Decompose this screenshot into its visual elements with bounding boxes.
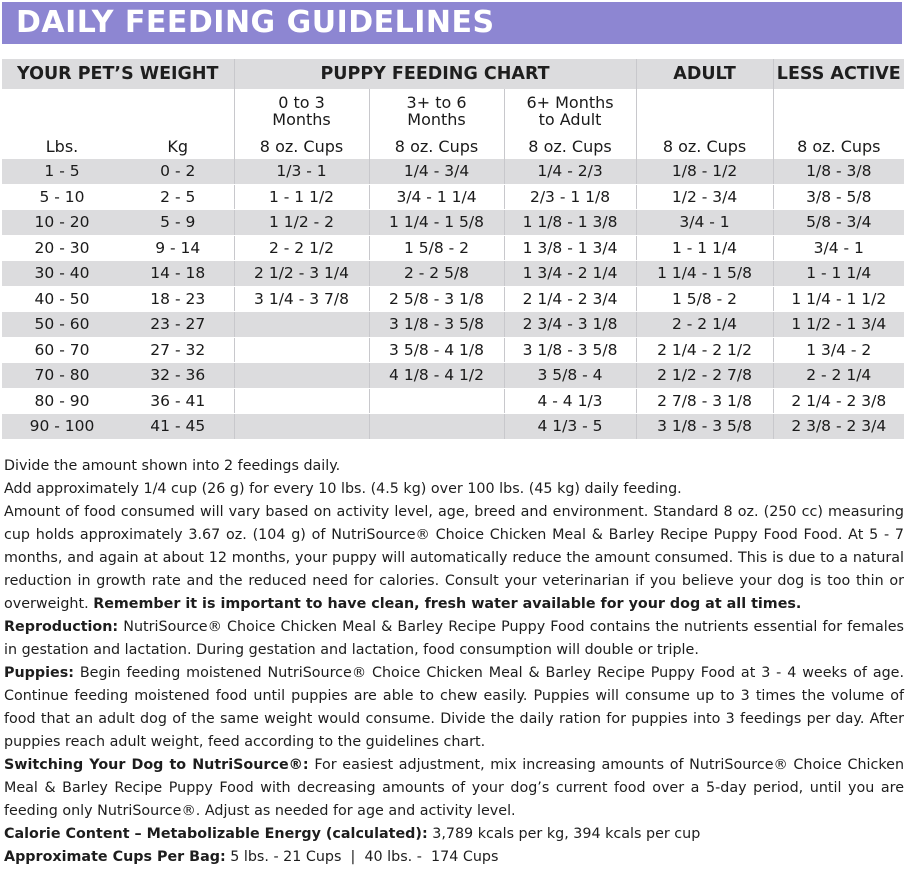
unit-cups: 8 oz. Cups bbox=[369, 133, 504, 159]
calorie-label: Calorie Content – Metabolizable Energy (calculated): bbox=[4, 826, 428, 842]
table-row bbox=[2, 312, 904, 338]
age-header-less-active-blank bbox=[773, 89, 904, 133]
table-cell: 14 - 18 bbox=[122, 261, 234, 287]
table-cell: 3 1/8 - 3 5/8 bbox=[636, 414, 773, 440]
table-cell: 40 - 50 bbox=[2, 286, 122, 312]
table-cell: 41 - 45 bbox=[122, 414, 234, 440]
table-cell: 2 1/4 - 2 3/8 bbox=[773, 388, 904, 414]
table-cell: 1 5/8 - 2 bbox=[369, 235, 504, 261]
note-switching bbox=[4, 754, 904, 823]
table-cell: 2 1/4 - 2 1/2 bbox=[636, 337, 773, 363]
note-reproduction bbox=[4, 616, 904, 662]
table-cell: 2 - 2 1/4 bbox=[636, 312, 773, 338]
table-row bbox=[2, 414, 904, 440]
table-row bbox=[2, 388, 904, 414]
table-cell: 18 - 23 bbox=[122, 286, 234, 312]
unit-cups: 8 oz. Cups bbox=[504, 133, 636, 159]
calorie-text: 3,789 kcals per kg, 394 kcals per cup bbox=[432, 826, 701, 842]
table-row bbox=[2, 286, 904, 312]
table-cell: 4 - 4 1/3 bbox=[504, 388, 636, 414]
table-cell: 30 - 40 bbox=[2, 261, 122, 287]
table-cell: 1 - 5 bbox=[2, 159, 122, 184]
table-cell bbox=[369, 388, 504, 414]
table-row bbox=[2, 363, 904, 389]
table-cell: 3/4 - 1 bbox=[636, 210, 773, 236]
table-cell: 5 - 9 bbox=[122, 210, 234, 236]
reproduction-label: Reproduction: bbox=[4, 619, 119, 635]
age-header-0-3 bbox=[234, 89, 369, 133]
table-cell: 1 3/4 - 2 bbox=[773, 337, 904, 363]
table-cell: 2/3 - 1 1/8 bbox=[504, 184, 636, 210]
note-amount bbox=[4, 501, 904, 616]
puppies-label: Puppies: bbox=[4, 665, 74, 681]
puppy-header: PUPPY FEEDING CHART bbox=[234, 59, 636, 89]
table-cell: 2 - 2 1/2 bbox=[234, 235, 369, 261]
group-header-row bbox=[2, 59, 904, 89]
adult-header: ADULT bbox=[636, 59, 773, 89]
table-cell: 1 1/8 - 1 3/8 bbox=[504, 210, 636, 236]
age-label: 6+ Months to Adult bbox=[526, 93, 614, 129]
table-cell: 1/3 - 1 bbox=[234, 159, 369, 184]
table-cell: 10 - 20 bbox=[2, 210, 122, 236]
table-cell: 1 3/8 - 1 3/4 bbox=[504, 235, 636, 261]
unit-cups: 8 oz. Cups bbox=[636, 133, 773, 159]
table-cell: 1 1/4 - 1 5/8 bbox=[369, 210, 504, 236]
unit-cups: 8 oz. Cups bbox=[773, 133, 904, 159]
table-cell: 1 1/4 - 1 5/8 bbox=[636, 261, 773, 287]
table-cell: 1 - 1 1/2 bbox=[234, 184, 369, 210]
age-label: 0 to 3 Months bbox=[272, 93, 331, 129]
note-cups-per-bag bbox=[4, 846, 904, 869]
note-water: Remember it is important to have clean, fresh water available for your dog at all times. bbox=[93, 596, 802, 612]
table-cell: 3 1/8 - 3 5/8 bbox=[504, 337, 636, 363]
weight-header: YOUR PET’S WEIGHT bbox=[2, 59, 234, 89]
table-cell: 3 5/8 - 4 1/8 bbox=[369, 337, 504, 363]
table-row bbox=[2, 159, 904, 184]
table-cell: 2 1/4 - 2 3/4 bbox=[504, 286, 636, 312]
unit-cups: 8 oz. Cups bbox=[234, 133, 369, 159]
table-cell: 50 - 60 bbox=[2, 312, 122, 338]
age-label: 3+ to 6 Months bbox=[406, 93, 467, 129]
table-cell: 3 1/4 - 3 7/8 bbox=[234, 286, 369, 312]
table-cell bbox=[369, 414, 504, 440]
switching-text: For easiest adjustment, mix increasing amounts of NutriSource® Choice Chicken Meal & Barley Recipe Puppy Food with decreasing amounts of your dog’s current food over a 5-day period, until you are feeding only NutriSource®. Adjust as needed for age and activity level. bbox=[4, 757, 905, 819]
title-banner bbox=[2, 2, 902, 44]
table-cell: 5 - 10 bbox=[2, 184, 122, 210]
table-cell: 2 5/8 - 3 1/8 bbox=[369, 286, 504, 312]
note-amount-text: Amount of food consumed will vary based on activity level, age, breed and environment. Standard 8 oz. (250 cc) measuring cup holds approximately 3.67 oz. (104 g) of NutriSource® Choice Chicken Meal & Barley Recipe Puppy Food Food. At 5 - 7 months, and again at about 12 months, your puppy will automatically reduce the amount consumed. This is due to a natural reduction in growth rate and the reduced need for calories. Consult your veterinarian if you believe your dog is too thin or overweight. bbox=[4, 504, 904, 612]
table-cell: 2 7/8 - 3 1/8 bbox=[636, 388, 773, 414]
table-row bbox=[2, 210, 904, 236]
table-cell: 1 1/2 - 2 bbox=[234, 210, 369, 236]
unit-kg: Kg bbox=[122, 133, 234, 159]
less-active-header: LESS ACTIVE bbox=[773, 59, 904, 89]
table-cell: 3/4 - 1 bbox=[773, 235, 904, 261]
age-header-6-adult bbox=[504, 89, 636, 133]
cups-per-bag-text: 5 lbs. - 21 Cups | 40 lbs. - 174 Cups bbox=[230, 849, 499, 865]
note-calorie bbox=[4, 823, 904, 846]
table-cell: 0 - 2 bbox=[122, 159, 234, 184]
cups-per-bag-label: Approximate Cups Per Bag: bbox=[4, 849, 226, 865]
puppies-text: Begin feeding moistened NutriSource® Choice Chicken Meal & Barley Recipe Puppy Food at 3 - 4 weeks of age. Continue feeding moistened food until puppies are able to chew easily. Puppies will consume up to 3 times the volume of food that an adult dog of the same weight would consume. Divide the daily ration for puppies into 3 feedings per day. After puppies reach adult weight, feed according to the guidelines chart. bbox=[4, 665, 905, 750]
note-divide: Divide the amount shown into 2 feedings daily. bbox=[4, 458, 341, 474]
reproduction-text: NutriSource® Choice Chicken Meal & Barley Recipe Puppy Food contains the nutrients essential for females in gestation and lactation. During gestation and lactation, food consumption will double or triple. bbox=[4, 619, 905, 658]
table-cell: 2 - 5 bbox=[122, 184, 234, 210]
unit-lbs: Lbs. bbox=[2, 133, 122, 159]
table-cell: 1 3/4 - 2 1/4 bbox=[504, 261, 636, 287]
table-cell: 3/4 - 1 1/4 bbox=[369, 184, 504, 210]
table-cell: 2 3/4 - 3 1/8 bbox=[504, 312, 636, 338]
note-puppies bbox=[4, 662, 904, 754]
table-cell: 1 1/2 - 1 3/4 bbox=[773, 312, 904, 338]
table-cell: 1/8 - 1/2 bbox=[636, 159, 773, 184]
table-cell bbox=[234, 337, 369, 363]
table-cell: 1/4 - 3/4 bbox=[369, 159, 504, 184]
table-cell: 90 - 100 bbox=[2, 414, 122, 440]
feeding-table bbox=[2, 59, 904, 440]
table-cell: 4 1/8 - 4 1/2 bbox=[369, 363, 504, 389]
table-cell: 3 1/8 - 3 5/8 bbox=[369, 312, 504, 338]
table-row bbox=[2, 235, 904, 261]
age-header-blank bbox=[2, 89, 234, 133]
table-cell: 27 - 32 bbox=[122, 337, 234, 363]
table-cell: 1 5/8 - 2 bbox=[636, 286, 773, 312]
table-cell: 2 - 2 5/8 bbox=[369, 261, 504, 287]
table-cell: 70 - 80 bbox=[2, 363, 122, 389]
table-cell: 4 1/3 - 5 bbox=[504, 414, 636, 440]
table-cell: 60 - 70 bbox=[2, 337, 122, 363]
table-row bbox=[2, 337, 904, 363]
page-title: DAILY FEEDING GUIDELINES bbox=[16, 5, 495, 40]
note-add: Add approximately 1/4 cup (26 g) for every 10 lbs. (4.5 kg) over 100 lbs. (45 kg) daily feeding. bbox=[4, 481, 682, 497]
table-cell bbox=[234, 388, 369, 414]
table-row bbox=[2, 261, 904, 287]
table-cell bbox=[234, 414, 369, 440]
table-cell: 3 5/8 - 4 bbox=[504, 363, 636, 389]
table-cell: 3/8 - 5/8 bbox=[773, 184, 904, 210]
age-header-row bbox=[2, 89, 904, 133]
table-cell: 23 - 27 bbox=[122, 312, 234, 338]
table-row bbox=[2, 184, 904, 210]
notes-section bbox=[4, 455, 904, 869]
table-cell: 2 1/2 - 2 7/8 bbox=[636, 363, 773, 389]
table-cell: 32 - 36 bbox=[122, 363, 234, 389]
table-cell: 80 - 90 bbox=[2, 388, 122, 414]
units-row bbox=[2, 133, 904, 159]
switching-label: Switching Your Dog to NutriSource®: bbox=[4, 757, 309, 773]
table-cell: 1/2 - 3/4 bbox=[636, 184, 773, 210]
table-cell: 2 1/2 - 3 1/4 bbox=[234, 261, 369, 287]
table-cell: 1/4 - 2/3 bbox=[504, 159, 636, 184]
age-header-adult-blank bbox=[636, 89, 773, 133]
table-cell: 9 - 14 bbox=[122, 235, 234, 261]
table-cell: 20 - 30 bbox=[2, 235, 122, 261]
table-cell: 2 - 2 1/4 bbox=[773, 363, 904, 389]
table-cell: 1 - 1 1/4 bbox=[773, 261, 904, 287]
age-header-3-6 bbox=[369, 89, 504, 133]
table-cell: 1/8 - 3/8 bbox=[773, 159, 904, 184]
table-cell: 1 - 1 1/4 bbox=[636, 235, 773, 261]
table-cell: 1 1/4 - 1 1/2 bbox=[773, 286, 904, 312]
table-cell: 36 - 41 bbox=[122, 388, 234, 414]
table-cell: 5/8 - 3/4 bbox=[773, 210, 904, 236]
table-body bbox=[2, 159, 904, 439]
table-cell: 2 3/8 - 2 3/4 bbox=[773, 414, 904, 440]
table-cell bbox=[234, 363, 369, 389]
table-cell bbox=[234, 312, 369, 338]
